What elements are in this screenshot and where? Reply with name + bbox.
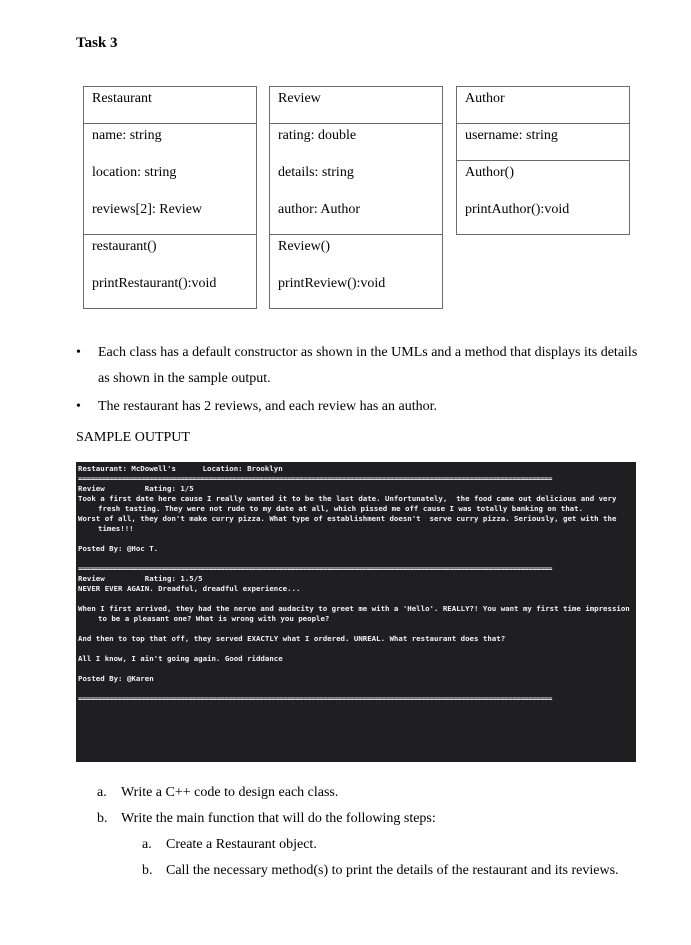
uml-method: printRestaurant():void — [92, 276, 217, 291]
uml-attribute: author: Author — [278, 202, 361, 217]
uml-attribute: username: string — [465, 128, 558, 143]
uml-attribute: details: string — [278, 165, 354, 180]
task-title: Task 3 — [76, 35, 118, 51]
blank-line — [78, 554, 634, 564]
uml-class-restaurant — [83, 86, 257, 309]
review-heading: Review Rating: 1/5 — [78, 484, 194, 493]
review-author: Posted By: @Hoc T. — [78, 544, 159, 553]
substep-text: Call the necessary method(s) to print the details of the restaurant and its reviews. — [166, 863, 619, 878]
requirement-text: Each class has a default constructor as shown in the UMLs and a method that displays its details as shown in the sample output. — [98, 345, 638, 386]
step-text: Write a C++ code to design each class. — [121, 785, 339, 800]
uml-attributes-section — [84, 123, 256, 234]
uml-attributes-section — [457, 123, 629, 160]
blank-line — [78, 624, 634, 634]
uml-method: Author() — [465, 165, 514, 180]
uml-class-name: Restaurant — [92, 91, 152, 106]
step-marker: a. — [97, 785, 107, 800]
terminal-header-line: Restaurant: McDowell's Location: Brooklyn — [78, 464, 283, 473]
review-paragraph: Took a first date here cause I really wanted it to be the last date. Unfortunately, the food came out delicious and very fresh tasting. They were not rude to my date at all, which pissed me off cause I was totally banking on that. — [78, 494, 621, 513]
blank-line — [78, 594, 634, 604]
requirement-item — [76, 394, 641, 420]
uml-methods-section — [270, 234, 442, 308]
substeps-list — [97, 832, 619, 884]
uml-class-name: Author — [465, 91, 505, 106]
requirement-item — [76, 340, 641, 392]
review-paragraph: When I first arrived, they had the nerve and audacity to greet me with a 'Hello'. REALLY?! You want my first time impression to be a pleasant one? What is wrong with you people? — [78, 604, 635, 623]
uml-methods-section — [457, 160, 629, 234]
review-author: Posted By: @Karen — [78, 674, 154, 683]
uml-method: printAuthor():void — [465, 202, 570, 217]
blank-line — [78, 534, 634, 544]
step-marker: b. — [97, 811, 108, 826]
review-paragraph: Worst of all, they don't make curry pizza. What type of establishment doesn't serve curry pizza. Seriously, get with the times!!! — [78, 514, 621, 533]
step-item — [97, 780, 619, 806]
review-subheading: NEVER EVER AGAIN. Dreadful, dreadful experience... — [78, 584, 301, 593]
sample-output-label: SAMPLE OUTPUT — [76, 430, 190, 445]
substep-marker: a. — [142, 837, 152, 852]
step-text: Write the main function that will do the following steps: — [121, 811, 436, 826]
task-steps — [97, 780, 619, 884]
uml-class-review — [269, 86, 443, 309]
review-heading: Review Rating: 1.5/5 — [78, 574, 203, 583]
terminal-separator: ======================================================================================================================== — [78, 474, 552, 483]
requirements-list — [76, 340, 641, 422]
substep-item — [142, 832, 619, 858]
sample-output-terminal — [76, 462, 636, 762]
uml-class-name: Review — [278, 91, 321, 106]
substep-item — [142, 858, 619, 884]
uml-class-name-section — [270, 87, 442, 123]
review-paragraph: And then to top that off, they served EXACTLY what I ordered. UNREAL. What restaurant does that? — [78, 634, 506, 643]
uml-attribute: name: string — [92, 128, 162, 143]
uml-class-name-section — [457, 87, 629, 123]
substep-text: Create a Restaurant object. — [166, 837, 317, 852]
uml-method: printReview():void — [278, 276, 386, 291]
requirement-text: The restaurant has 2 reviews, and each review has an author. — [98, 399, 437, 414]
uml-attribute: location: string — [92, 165, 177, 180]
step-item — [97, 806, 619, 832]
blank-line — [78, 644, 634, 654]
uml-method: Review() — [278, 239, 331, 254]
blank-line — [78, 684, 634, 694]
terminal-separator: ======================================================================================================================== — [78, 694, 552, 703]
blank-line — [78, 664, 634, 674]
bullet-icon: • — [76, 345, 81, 360]
review-paragraph: All I know, I ain't going again. Good riddance — [78, 654, 283, 663]
terminal-separator: ======================================================================================================================== — [78, 564, 552, 573]
bullet-icon: • — [76, 399, 81, 414]
uml-methods-section — [84, 234, 256, 308]
substep-marker: b. — [142, 863, 153, 878]
uml-attributes-section — [270, 123, 442, 234]
uml-class-author — [456, 86, 630, 235]
uml-attribute: reviews[2]: Review — [92, 202, 203, 217]
uml-class-name-section — [84, 87, 256, 123]
uml-attribute: rating: double — [278, 128, 357, 143]
uml-method: restaurant() — [92, 239, 157, 254]
